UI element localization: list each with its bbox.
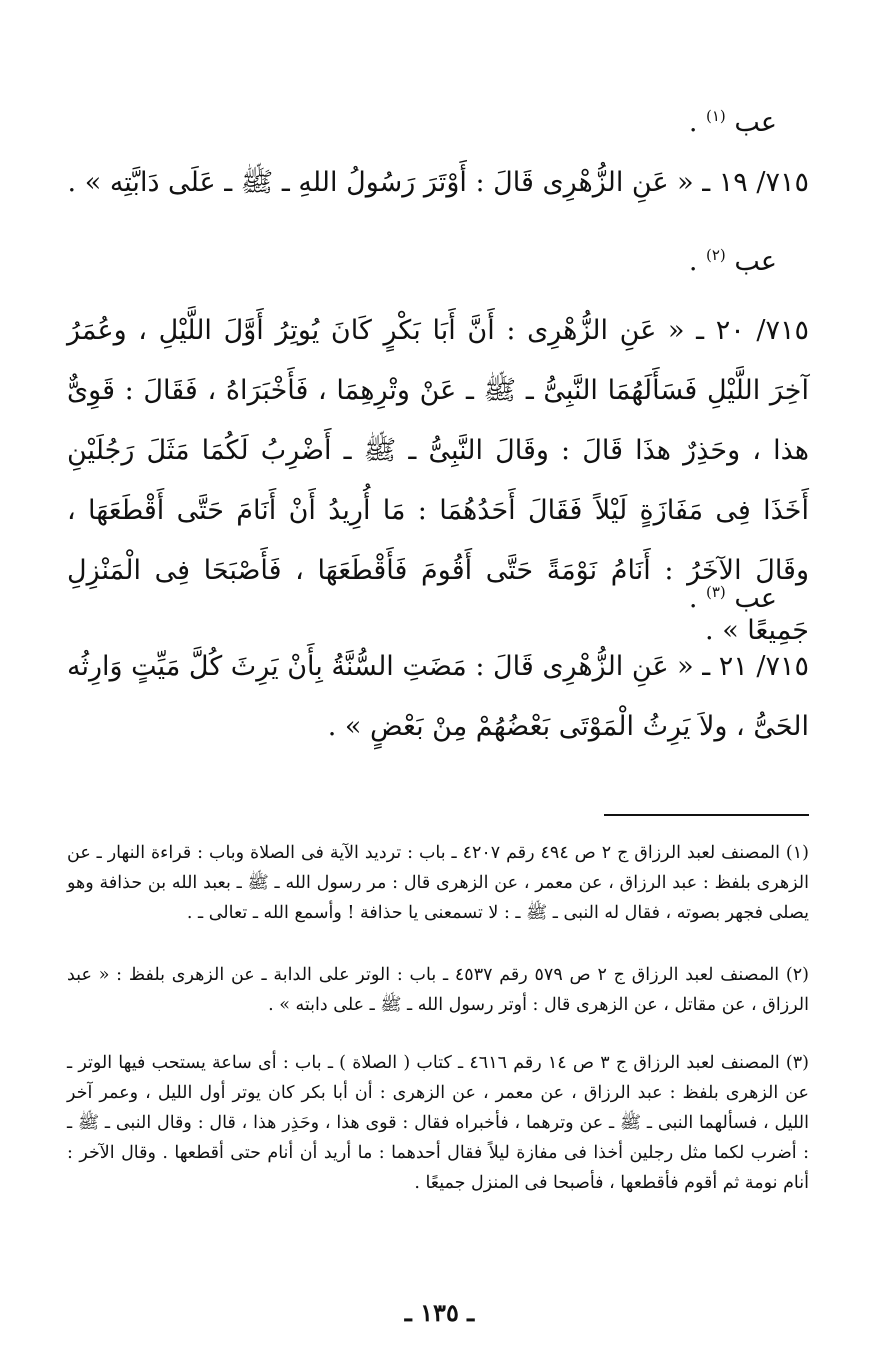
reference-label: عب bbox=[734, 246, 777, 277]
reference-line-3 bbox=[35, 572, 809, 619]
hadith-19: ٧١٥/ ١٩ ـ « عَنِ الزُّهْرِى قَالَ : أَوْتَرَ رَسُولُ اللهِ ـ ﷺ ـ عَلَى دَابَّتِه » . bbox=[67, 167, 809, 198]
footnote-1: (١) المصنف لعبد الرزاق ج ٢ ص ٤٩٤ رقم ٤٢٠٧ ـ باب : ترديد الآية فى الصلاة وباب : قراءة النهار ـ عن الزهرى بلفظ : عبد الرزاق ، عن معمر ، عن الزهرى قال : مر رسول الله ـ ﷺ ـ بعبد الله بن حذافة وهو يصلى فجهر بصوته ، فقال له النبى ـ ﷺ ـ : لا تسمعنى يا حذافة ! وأسمع الله ـ تعالى ـ . bbox=[67, 843, 809, 923]
hadith-20: ٧١٥/ ٢٠ ـ « عَنِ الزُّهْرِى : أَنَّ أَبَا بَكْرٍ كَانَ يُوتِرُ أَوَّلَ اللَّيْلِ ، وعُمَرُ آخِرَ اللَّيْلِ فَسَأَلَهُمَا النَّبِىُّ ـ ﷺ ـ عَنْ وتْرِهِمَا ، فَأَخْبَرَاهُ ، فَقَالَ : قَوِىٌّ هذا ، وحَذِرٌ هذَا قَالَ : وقَالَ النَّبِىُّ ـ ﷺ ـ أَضْرِبُ لَكُمَا مَثَلَ رَجُلَيْنِ أَخَذَا فِى مَفَازَةٍ لَيْلاً فَقَالَ أَحَدُهُمَا : مَا أُرِيدُ أَنْ أَنَامَ حَتَّى أَقْطَعَهَا ، وقَالَ الآخَرُ : أَنَامُ نَوْمَةً حَتَّى أَقُومَ فَأَقْطَعَهَا ، فَأَصْبَحَا فِى الْمَنْزِلِ جَمِيعًا » . bbox=[67, 315, 809, 646]
reference-line-2 bbox=[35, 235, 809, 282]
footnote-separator bbox=[604, 814, 809, 816]
reference-end: . bbox=[688, 246, 698, 277]
reference-label: عب bbox=[734, 107, 777, 138]
footnote-marker: (٣) bbox=[706, 583, 726, 601]
footnote-3: (٣) المصنف لعبد الرزاق ج ٣ ص ١٤ رقم ٤٦١٦ ـ كتاب ( الصلاة ) ـ باب : أى ساعة يستحب فيها الوتر ـ عن الزهرى بلفظ : عبد الرزاق ، عن معمر ، عن الزهرى : أن أبا بكر كان يوتر أول الليل ، وعمر آخر الليل ، فسألهما النبى ـ ﷺ ـ عن وترهما ، فأخبراه فقال : قوى هذا ، وحَذِر هذا ، قال : وقال النبى ـ ﷺ ـ : أضرب لكما مثل رجلين أخذا فى مفازة ليلاً فقال أحدهما : ما أريد أن أنام حتى أقطعها . وقال الآخر : أنام نومة ثم أقوم فأقطعها ، فأصبحا فى المنزل جميعًا . bbox=[67, 1053, 809, 1193]
hadith-21: ٧١٥/ ٢١ ـ « عَنِ الزُّهْرِى قَالَ : مَضَتِ السُّنَّةُ بِأَنْ يَرِثَ كُلَّ مَيِّتٍ وَارِثُه الحَىُّ ، ولاَ يَرِثُ الْمَوْتَى بَعْضُهُمْ مِنْ بَعْضٍ » . bbox=[67, 651, 809, 742]
reference-label: عب bbox=[734, 583, 777, 614]
reference-end: . bbox=[688, 583, 698, 614]
footnote-marker: (٢) bbox=[706, 246, 726, 264]
reference-line-1 bbox=[35, 96, 809, 143]
reference-end: . bbox=[688, 107, 698, 138]
footnote-2: (٢) المصنف لعبد الرزاق ج ٢ ص ٥٧٩ رقم ٤٥٣٧ ـ باب : الوتر على الدابة ـ عن الزهرى بلفظ : « عبد الرزاق ، عن مقاتل ، عن الزهرى قال : أوتر رسول الله ـ ﷺ ـ على دابته » . bbox=[67, 965, 809, 1015]
page-number: ـ ١٣٥ ـ bbox=[404, 1298, 475, 1327]
footnote-marker: (١) bbox=[706, 107, 726, 125]
